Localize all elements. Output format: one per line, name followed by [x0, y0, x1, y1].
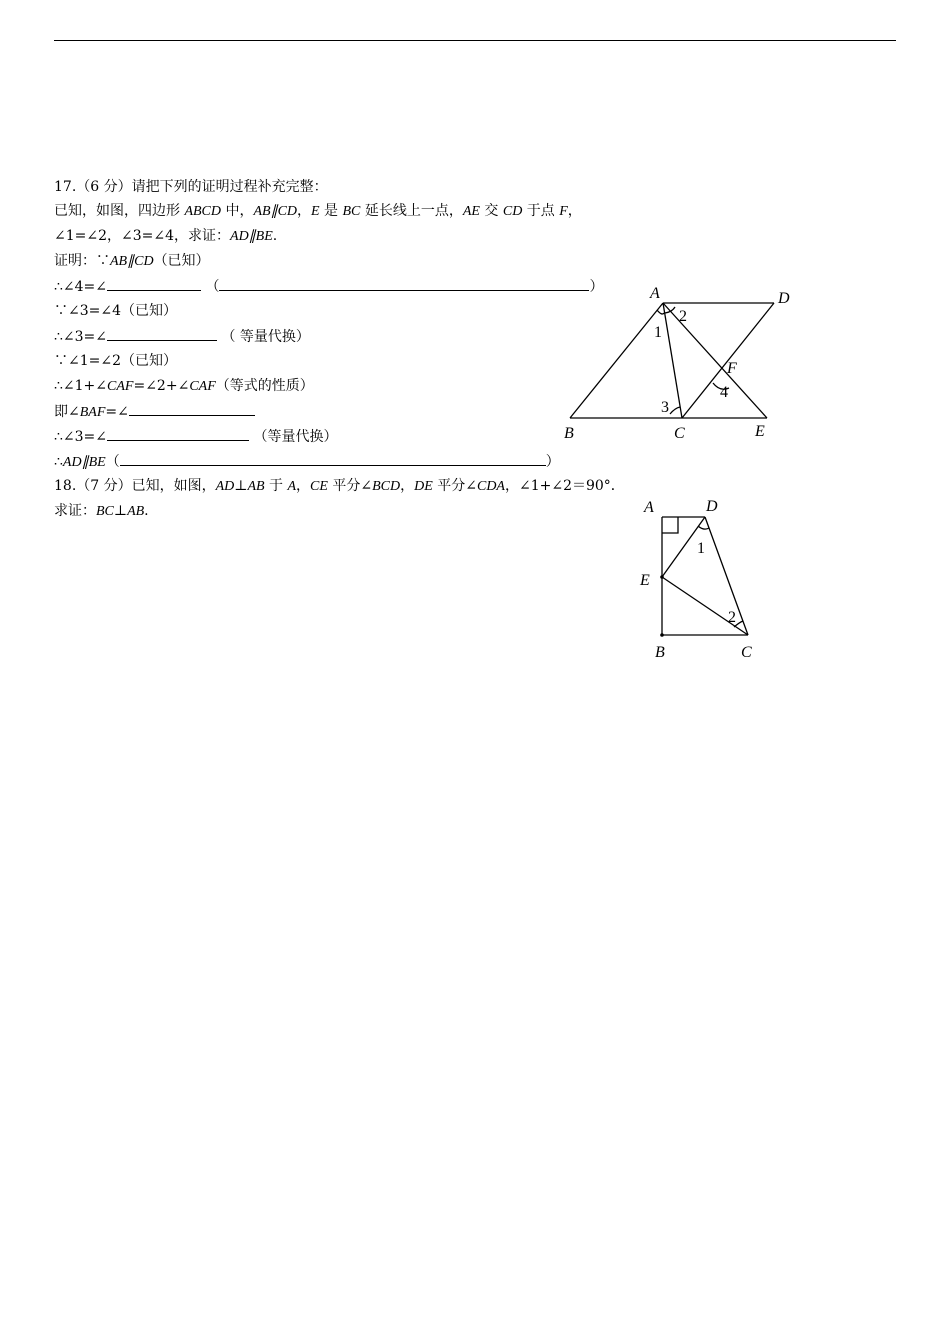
proof-step-2: ∵∠3=∠4（已知） [54, 303, 178, 319]
q18-prove: 求证：BC⊥AB. [54, 503, 149, 519]
label-A: A [650, 285, 660, 302]
q17-prove: ∠1=∠2，∠3=∠4，求证：AD∥BE. [54, 228, 278, 244]
angle-arc-1 [698, 526, 709, 529]
label-angle-2: 2 [728, 609, 736, 626]
label-E: E [755, 423, 765, 440]
label-F: F [727, 360, 737, 377]
proof-step-7: ∴∠3=∠ （等量代换） [54, 429, 338, 445]
label-D: D [706, 498, 718, 515]
proof-step-8: ∴AD∥BE（ ） [54, 454, 560, 470]
label-E: E [640, 572, 650, 589]
segment-dc [705, 517, 748, 635]
label-D: D [778, 290, 790, 307]
label-C: C [741, 644, 752, 661]
label-B: B [564, 425, 574, 442]
label-angle-1: 1 [654, 324, 662, 341]
label-angle-3: 3 [661, 399, 669, 416]
proof-step-3: ∴∠3=∠ （ 等量代换） [54, 329, 310, 345]
proof-step-5: ∴∠1+∠CAF=∠2+∠CAF（等式的性质） [54, 378, 314, 394]
q18-given: 18.（7 分）已知，如图，AD⊥AB 于 A，CE 平分∠BCD，DE 平分∠CDA，∠1+∠2＝90°． [54, 478, 625, 494]
q17-title: 17.（6 分）请把下列的证明过程补充完整： [54, 179, 328, 195]
proof-step-6: 即∠BAF=∠ [54, 402, 255, 422]
label-C: C [674, 425, 685, 442]
label-A: A [644, 499, 654, 516]
label-angle-4: 4 [720, 384, 728, 401]
proof-step-1: ∴∠4=∠ （ ） [54, 279, 604, 295]
label-angle-1: 1 [697, 540, 705, 557]
right-angle-mark [662, 517, 678, 533]
label-angle-2: 2 [679, 308, 687, 325]
label-B: B [655, 644, 665, 661]
proof-step-4: ∵∠1=∠2（已知） [54, 353, 178, 369]
proof-start: 证明：∵AB∥CD（已知） [54, 253, 210, 269]
q17-given: 已知，如图，四边形 ABCD 中，AB∥CD，E 是 BC 延长线上一点，AE 交 CD 于点 F， [54, 203, 582, 219]
